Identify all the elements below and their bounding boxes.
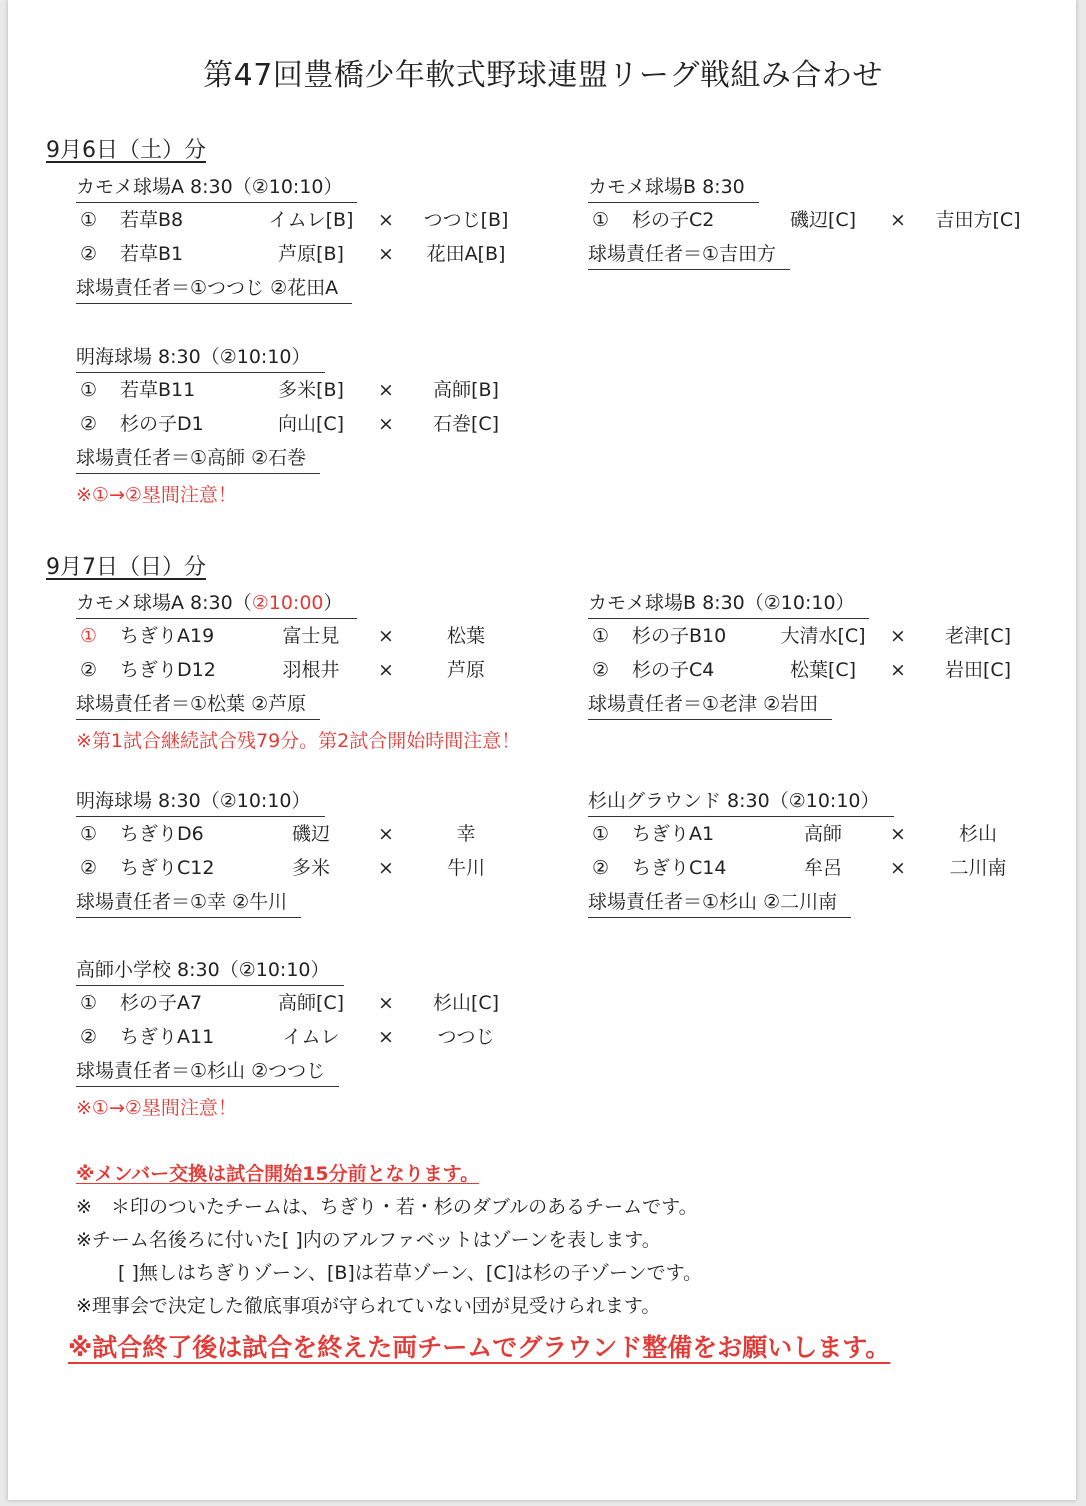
day-heading-sep6: 9月6日（土）分 — [46, 138, 206, 163]
away-team: 吉田方[C] — [935, 209, 1021, 231]
match-number: ① — [80, 209, 98, 231]
versus-mark: × — [890, 209, 906, 231]
match-row — [76, 619, 546, 653]
match-number: ① — [592, 625, 610, 647]
away-team: 老津[C] — [944, 625, 1012, 647]
venue-heading — [76, 588, 357, 619]
zone-detail-note: [ ]無しはちぎりゾーン、[B]は若草ゾーン、[C]は杉の子ゾーンです。 — [118, 1262, 703, 1284]
match-row — [76, 373, 546, 407]
home-team: 多米 — [291, 857, 330, 879]
versus-mark: × — [378, 379, 394, 401]
home-team: イムレ[B] — [268, 209, 354, 231]
away-team: 石巻[C] — [432, 413, 500, 435]
versus-mark: × — [378, 625, 394, 647]
home-team: 磯辺 — [291, 823, 330, 845]
venue-sugiyama-sep7 — [588, 786, 1058, 918]
match-division: ちぎりC12 — [120, 857, 215, 879]
match-division: ちぎりA19 — [120, 625, 215, 647]
zone-note: ※チーム名後ろに付いた[ ]内のアルファベットはゾーンを表します。 — [76, 1229, 661, 1251]
away-team: 杉山 — [958, 823, 997, 845]
versus-mark: × — [890, 823, 906, 845]
venue-takashi-school-sep7 — [76, 955, 546, 1123]
match-row — [588, 619, 1058, 653]
versus-mark: × — [378, 857, 394, 879]
field-responsible: 球場責任者＝①高師 ②石巻 — [76, 443, 320, 474]
match-number: ② — [80, 413, 98, 435]
match-division: 若草B1 — [120, 243, 184, 265]
venue-heading: 高師小学校 8:30（②10:10） — [76, 955, 344, 986]
ground-maintenance-request: ※試合終了後は試合を終えた両チームでグラウンド整備をお願いします。 — [68, 1333, 891, 1362]
away-team: 松葉 — [446, 625, 485, 647]
away-team: 芦原 — [446, 659, 485, 681]
venue-heading: カモメ球場B 8:30 — [588, 172, 759, 203]
home-team: 羽根井 — [282, 659, 340, 681]
match-division: 杉の子C2 — [632, 209, 715, 231]
home-team: 大清水[C] — [780, 625, 866, 647]
versus-mark: × — [890, 625, 906, 647]
match-division: ちぎりD12 — [120, 659, 216, 681]
match-number: ① — [592, 823, 610, 845]
match-row — [588, 203, 1058, 237]
caution-note: ※①→②塁間注意！ — [76, 484, 237, 506]
match-number: ① — [80, 625, 98, 647]
field-responsible: 球場責任者＝①杉山 ②つつじ — [76, 1056, 339, 1087]
caution-note: ※①→②塁間注意！ — [76, 1097, 237, 1119]
home-team: イムレ — [282, 1026, 340, 1048]
away-team: つつじ — [437, 1026, 495, 1048]
match-number: ② — [592, 659, 610, 681]
field-responsible: 球場責任者＝①松葉 ②芦原 — [76, 689, 320, 720]
venue-kamome-b-sep7 — [588, 588, 1058, 720]
match-number: ② — [80, 659, 98, 681]
away-team: 花田A[B] — [426, 243, 506, 265]
venue-meikai-sep7 — [76, 786, 546, 918]
field-responsible: 球場責任者＝①老津 ②岩田 — [588, 689, 832, 720]
match-row — [76, 237, 546, 271]
home-team: 牟呂 — [803, 857, 842, 879]
venue-heading: 明海球場 8:30（②10:10） — [76, 786, 325, 817]
venue-heading-prefix: カモメ球場A 8:30（ — [76, 592, 252, 614]
field-responsible: 球場責任者＝①吉田方 — [588, 239, 790, 270]
footer-notes — [76, 1158, 702, 1323]
match-division: 若草B11 — [120, 379, 196, 401]
caution-note: ※第1試合継続試合残79分。第2試合開始時間注意！ — [76, 730, 521, 752]
match-row — [76, 407, 546, 441]
match-row — [76, 817, 546, 851]
match-division: ちぎりA11 — [120, 1026, 215, 1048]
venue-kamome-a-sep6 — [76, 172, 546, 304]
home-team: 向山[C] — [277, 413, 345, 435]
venue-meikai-sep6 — [76, 342, 546, 510]
venue-heading: 明海球場 8:30（②10:10） — [76, 342, 325, 373]
versus-mark: × — [890, 857, 906, 879]
match-row — [76, 986, 546, 1020]
home-team: 磯辺[C] — [789, 209, 857, 231]
venue-kamome-b-sep6 — [588, 172, 1058, 270]
match-division: 杉の子B10 — [632, 625, 727, 647]
venue-kamome-a-sep7 — [76, 588, 546, 756]
home-team: 多米[B] — [278, 379, 344, 401]
changed-start-time: ②10:00 — [251, 592, 324, 614]
home-team: 松葉[C] — [789, 659, 857, 681]
match-number: ① — [80, 823, 98, 845]
away-team: 幸 — [456, 823, 476, 845]
match-number: ② — [80, 1026, 98, 1048]
match-number: ① — [80, 992, 98, 1014]
match-row — [588, 817, 1058, 851]
venue-heading: 杉山グラウンド 8:30（②10:10） — [588, 786, 894, 817]
away-team: 杉山[C] — [432, 992, 500, 1014]
versus-mark: × — [890, 659, 906, 681]
away-team: 牛川 — [446, 857, 485, 879]
match-number: ② — [592, 857, 610, 879]
versus-mark: × — [378, 659, 394, 681]
venue-heading: カモメ球場A 8:30（②10:10） — [76, 172, 357, 203]
match-number: ① — [592, 209, 610, 231]
versus-mark: × — [378, 243, 394, 265]
versus-mark: × — [378, 992, 394, 1014]
match-row — [76, 653, 546, 687]
board-note: ※理事会で決定した徹底事項が守られていない団が見受けられます。 — [76, 1295, 661, 1317]
match-division: 若草B8 — [120, 209, 184, 231]
page-title: 第47回豊橋少年軟式野球連盟リーグ戦組み合わせ — [203, 58, 883, 93]
match-division: ちぎりD6 — [120, 823, 204, 845]
match-division: ちぎりC14 — [632, 857, 727, 879]
versus-mark: × — [378, 823, 394, 845]
home-team: 富士見 — [282, 625, 340, 647]
home-team: 高師[C] — [277, 992, 345, 1014]
double-team-note: ※ ＊印のついたチームは、ちぎり・若・杉のダブルのあるチームです。 — [76, 1196, 698, 1218]
match-row — [76, 851, 546, 885]
match-row — [76, 1020, 546, 1054]
field-responsible: 球場責任者＝①つつじ ②花田A — [76, 273, 352, 304]
match-division: ちぎりA1 — [632, 823, 715, 845]
match-division: 杉の子A7 — [120, 992, 203, 1014]
home-team: 高師 — [803, 823, 842, 845]
match-number: ② — [80, 243, 98, 265]
match-division: 杉の子D1 — [120, 413, 204, 435]
match-row — [76, 203, 546, 237]
versus-mark: × — [378, 413, 394, 435]
match-number: ① — [80, 379, 98, 401]
member-exchange-note: ※メンバー交換は試合開始15分前となります。 — [76, 1163, 480, 1185]
match-row — [588, 851, 1058, 885]
venue-heading-suffix: ） — [323, 592, 343, 614]
versus-mark: × — [378, 1026, 394, 1048]
home-team: 芦原[B] — [278, 243, 344, 265]
away-team: つつじ[B] — [423, 209, 509, 231]
away-team: 高師[B] — [433, 379, 499, 401]
field-responsible: 球場責任者＝①幸 ②牛川 — [76, 887, 301, 918]
away-team: 二川南 — [949, 857, 1007, 879]
day-heading-sep7: 9月7日（日）分 — [46, 555, 206, 580]
match-division: 杉の子C4 — [632, 659, 715, 681]
away-team: 岩田[C] — [944, 659, 1012, 681]
venue-heading: カモメ球場B 8:30（②10:10） — [588, 588, 869, 619]
match-row — [588, 653, 1058, 687]
versus-mark: × — [378, 209, 394, 231]
field-responsible: 球場責任者＝①杉山 ②二川南 — [588, 887, 851, 918]
match-number: ② — [80, 857, 98, 879]
